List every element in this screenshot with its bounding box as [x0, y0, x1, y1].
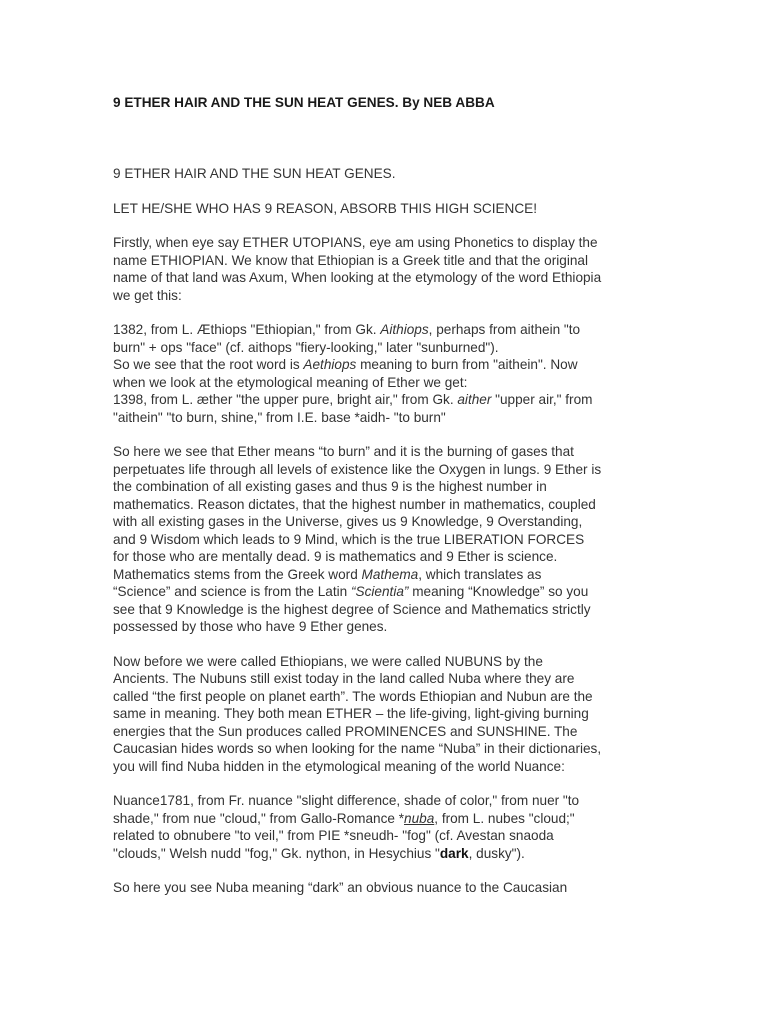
document-title: 9 ETHER HAIR AND THE SUN HEAT GENES. By NEB ABBA — [113, 95, 495, 110]
text-line: So here we see that Ether means “to burn” and it is the burning of gases that — [113, 444, 574, 459]
text-line: perpetuates life through all levels of existence like the Oxygen in lungs. 9 Ether is — [113, 461, 602, 477]
text-line: called “the first people on planet earth”. The words Ethiopian and Nubun are the — [113, 688, 593, 704]
text-line: Nuance1781, from Fr. nuance "slight difference, shade of color," from nuer "to — [113, 793, 580, 808]
text-line: related to obnubere "to veil," from PIE *sneudh- "fog" (cf. Avestan snaoda — [113, 828, 554, 843]
document-body — [113, 165, 658, 914]
text-line: Ancients. The Nubuns still exist today in the land called Nuba where they are — [113, 671, 575, 686]
text-line: when we look at the etymological meaning of Ether we get: — [113, 374, 468, 390]
text-line: Now before we were called Ethiopians, we were called NUBUNS by the — [113, 653, 543, 669]
text-line: the combination of all existing gases and thus 9 is the highest number in — [113, 479, 547, 494]
paragraph-conclusion: So here you see Nuba meaning “dark” an obvious nuance to the Caucasian — [113, 880, 568, 895]
text-line: “Science” and science is from the Latin “Scientia” meaning “Knowledge” so you — [113, 584, 589, 599]
text-line: 1382, from L. Æthiops "Ethiopian," from Gk. Aithiops, perhaps from aithein "to — [113, 322, 581, 337]
text-line: with all existing gases in the Universe, gives us 9 Knowledge, 9 Overstanding, — [113, 514, 583, 529]
subtitle-paragraph: 9 ETHER HAIR AND THE SUN HEAT GENES. — [113, 166, 396, 181]
text-line: for those who are mentally dead. 9 is mathematics and 9 Ether is science. — [113, 549, 558, 564]
text-line: Firstly, when eye say ETHER UTOPIANS, eye am using Phonetics to display the — [113, 235, 598, 250]
text-line: shade," from nue "cloud," from Gallo-Romance *nuba, from L. nubes "cloud;" — [113, 810, 575, 826]
text-line: "aithein" "to burn, shine," from I.E. base *aidh- "to burn" — [113, 409, 446, 425]
text-line: 1398, from L. æther "the upper pure, bright air," from Gk. aither "upper air," from — [113, 392, 593, 407]
text-line: and 9 Wisdom which leads to 9 Mind, which is the true LIBERATION FORCES — [113, 531, 585, 547]
text-line: energies that the Sun produces called PROMINENCES and SUNSHINE. The — [113, 723, 578, 739]
text-line: you will find Nuba hidden in the etymological meaning of the world Nuance: — [113, 758, 565, 774]
text-line: So we see that the root word is Aethiops meaning to burn from "aithein". Now — [113, 357, 578, 372]
text-line: mathematics. Reason dictates, that the highest number in mathematics, coupled — [113, 496, 596, 512]
text-line: we get this: — [113, 287, 182, 303]
paragraph-nubuns — [113, 653, 658, 776]
nuba-link[interactable]: nuba — [404, 810, 435, 826]
text-line: name of that land was Axum, When looking at the etymology of the word Ethiopia — [113, 270, 602, 285]
intro-paragraph: LET HE/SHE WHO HAS 9 REASON, ABSORB THIS HIGH SCIENCE! — [113, 200, 538, 216]
text-line: see that 9 Knowledge is the highest degree of Science and Mathematics strictly — [113, 601, 591, 617]
paragraph-firstly — [113, 234, 658, 304]
paragraph-nuance — [113, 792, 658, 862]
paragraph-ether-meaning — [113, 443, 658, 636]
text-line: name ETHIOPIAN. We know that Ethiopian is a Greek title and that the original — [113, 252, 589, 268]
text-line: burn" + ops "face" (cf. aithops "fiery-looking," later "sunburned"). — [113, 339, 499, 355]
text-line: same in meaning. They both mean ETHER – the life-giving, light-giving burning — [113, 706, 589, 721]
paragraph-etymology-ethiopia — [113, 321, 658, 426]
text-line: Caucasian hides words so when looking for the name “Nuba” in their dictionaries, — [113, 741, 602, 756]
text-line: "clouds," Welsh nudd "fog," Gk. nython, in Hesychius "dark, dusky"). — [113, 845, 525, 861]
text-line: Mathematics stems from the Greek word Mathema, which translates as — [113, 566, 542, 582]
text-line: possessed by those who have 9 Ether genes. — [113, 619, 388, 634]
